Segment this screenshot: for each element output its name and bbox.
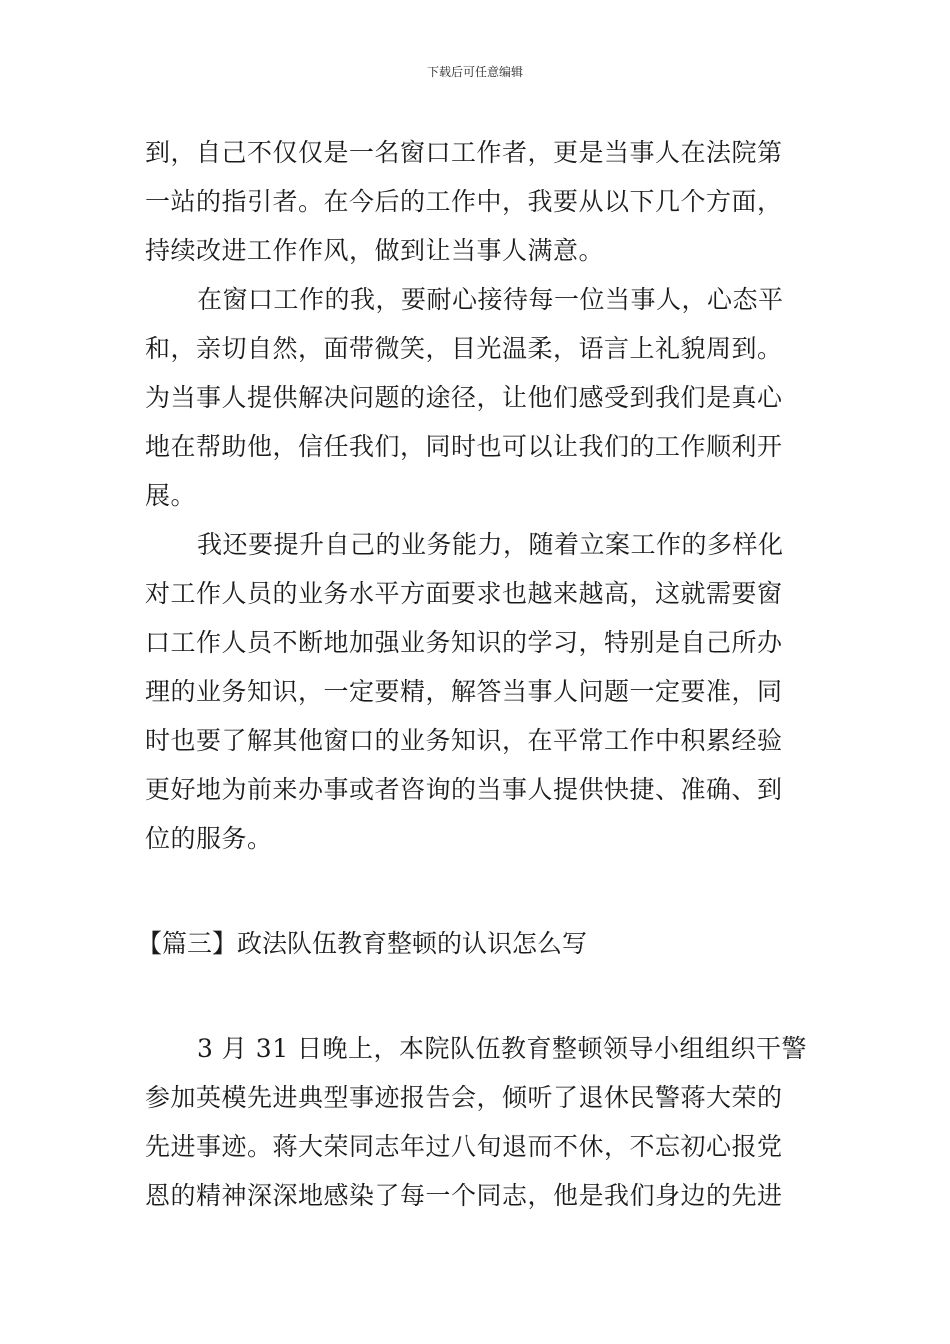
text-line: 时也要了解其他窗口的业务知识，在平常工作中积累经验 <box>145 726 783 755</box>
paragraph <box>145 520 815 863</box>
text-line: 对工作人员的业务水平方面要求也越来越高，这就需要窗 <box>145 579 783 608</box>
spacer <box>145 863 815 919</box>
text-line: 先进事迹。蒋大荣同志年过八旬退而不休，不忘初心报党 <box>145 1132 783 1161</box>
text-line: 一站的指引者。在今后的工作中，我要从以下几个方面， <box>145 187 783 216</box>
page-header-note: 下载后可任意编辑 <box>426 65 523 79</box>
spacer <box>145 968 815 1024</box>
text-line: 我还要提升自己的业务能力，随着立案工作的多样化 <box>197 530 784 559</box>
paragraph <box>145 275 815 520</box>
text-line: 更好地为前来办事或者咨询的当事人提供快捷、准确、到 <box>145 775 783 804</box>
text-line: 恩的精神深深地感染了每一个同志，他是我们身边的先进 <box>145 1181 783 1210</box>
text-line: 持续改进工作作风，做到让当事人满意。 <box>145 236 605 265</box>
text-line: 展。 <box>145 481 197 510</box>
text-line: 地在帮助他，信任我们，同时也可以让我们的工作顺利开 <box>145 432 783 461</box>
text-line: 和，亲切自然，面带微笑，目光温柔，语言上礼貌周到。 <box>145 334 783 363</box>
text-line: 口工作人员不断地加强业务知识的学习，特别是自己所办 <box>145 628 783 657</box>
text-line: 在窗口工作的我，要耐心接待每一位当事人，心态平 <box>197 285 784 314</box>
text-line: 理的业务知识，一定要精，解答当事人问题一定要准，同 <box>145 677 783 706</box>
text-line: 3 月 31 日晚上，本院队伍教育整顿领导小组组织干警 <box>197 1034 808 1063</box>
document-body <box>137 128 815 1220</box>
paragraph <box>145 1024 815 1220</box>
section-heading: 【篇三】政法队伍教育整顿的认识怎么写 <box>137 929 588 958</box>
text-line: 参加英模先进典型事迹报告会，倾听了退休民警蒋大荣的 <box>145 1083 783 1112</box>
text-line: 位的服务。 <box>145 824 273 853</box>
text-line: 到，自己不仅仅是一名窗口工作者，更是当事人在法院第 <box>145 138 783 167</box>
text-line: 为当事人提供解决问题的途径，让他们感受到我们是真心 <box>145 383 783 412</box>
paragraph <box>145 128 815 275</box>
